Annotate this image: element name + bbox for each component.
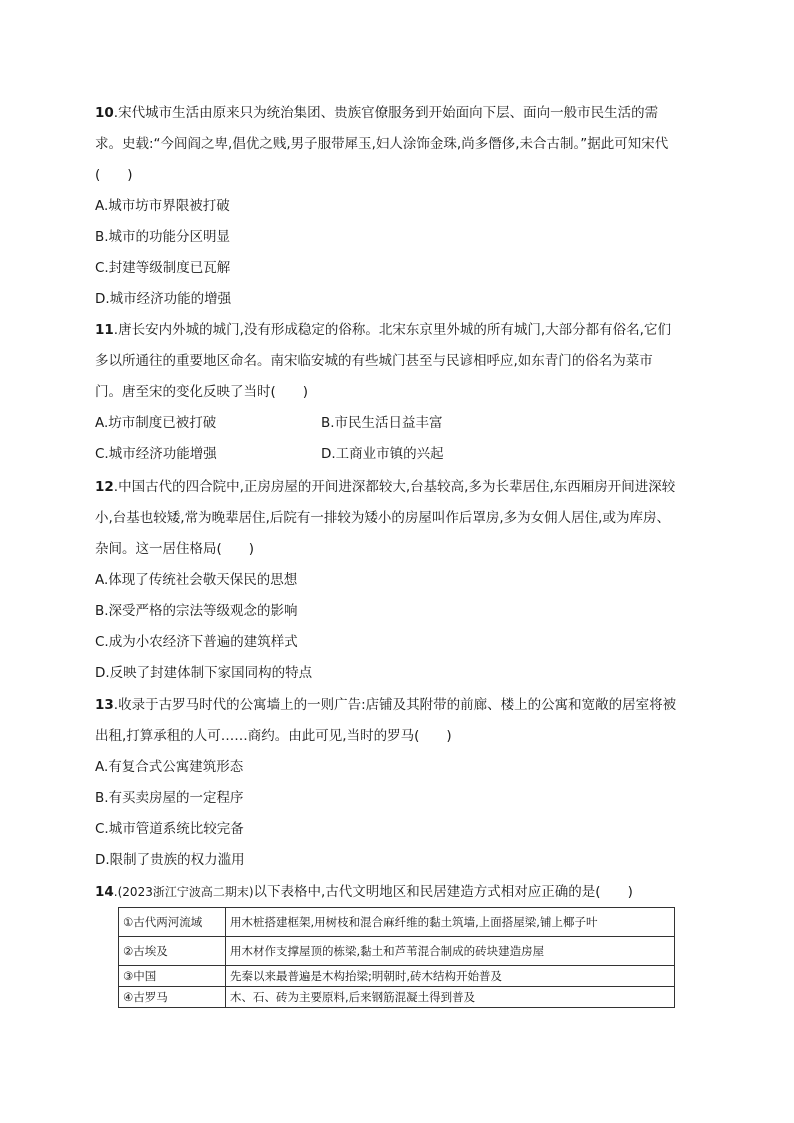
question-14-line-1: 14.(2023浙江宁波高二期末)以下表格中,古代文明地区和民居建造方式相对应正确的是( ) (95, 884, 633, 900)
option-d: D.反映了封建体制下家国同构的特点 (95, 665, 313, 681)
question-14 (95, 877, 695, 908)
table-row (119, 987, 675, 1008)
table-row (119, 937, 675, 966)
option-b: B.有买卖房屋的一定程序 (95, 790, 244, 806)
housing-table (118, 907, 675, 1008)
question-10 (95, 98, 695, 315)
region-cell: ①古代两河流域 (119, 908, 226, 937)
option-b: B.城市的功能分区明显 (95, 229, 231, 245)
option-c: C.封建等级制度已瓦解 (95, 260, 231, 276)
option-b: B.深受严格的宗法等级观念的影响 (95, 603, 298, 619)
question-13-line-2: 出租,打算承租的人可……商约。由此可见,当时的罗马( ) (95, 728, 452, 744)
method-cell: 先秦以来最普遍是木构抬梁;明朝时,砖木结构开始普及 (226, 966, 675, 987)
option-d: D.工商业市镇的兴起 (321, 446, 444, 462)
question-number: 13 (95, 697, 114, 713)
question-number: 11 (95, 322, 114, 338)
question-number: 14 (95, 884, 114, 900)
option-d: D.限制了贵族的权力滥用 (95, 852, 245, 868)
option-d: D.城市经济功能的增强 (95, 291, 232, 307)
question-11-line-3: 门。唐至宋的变化反映了当时( ) (95, 384, 309, 400)
option-c: C.城市经济功能增强 (95, 446, 217, 462)
question-source: .(2023浙江宁波高二期末) (113, 885, 254, 899)
option-a: A.城市坊市界限被打破 (95, 198, 230, 214)
method-cell: 木、石、砖为主要原料,后来钢筋混凝土得到普及 (226, 987, 675, 1008)
question-11-line-1: 11.唐长安内外城的城门,没有形成稳定的俗称。北宋东京里外城的所有城门,大部分都有俗名,它们 (95, 322, 671, 338)
question-number: 12 (95, 479, 114, 495)
table-row (119, 908, 675, 937)
question-12 (95, 472, 695, 689)
question-12-line-1: 12.中国古代的四合院中,正房房屋的开间进深都较大,台基较高,多为长辈居住,东西厢房开间进深较 (95, 479, 676, 495)
region-cell: ②古埃及 (119, 937, 226, 966)
region-cell: ④古罗马 (119, 987, 226, 1008)
options-row-1 (95, 408, 695, 439)
question-10-line-1: 10.宋代城市生活由原来只为统治集团、贵族官僚服务到开始面向下层、面向一般市民生活的需 (95, 105, 659, 121)
method-cell: 用木桩搭建框架,用树枝和混合麻纤维的黏土筑墙,上面搭屋梁,铺上椰子叶 (226, 908, 675, 937)
question-number: 10 (95, 105, 114, 121)
question-13-line-1: 13.收录于古罗马时代的公寓墙上的一则广告:店铺及其附带的前廊、楼上的公寓和宽敞的居室将被 (95, 697, 677, 713)
question-11-line-2: 多以所通往的重要地区命名。南宋临安城的有些城门甚至与民谚相呼应,如东青门的俗名为菜市 (95, 353, 653, 369)
question-12-line-3: 杂间。这一居住格局( ) (95, 541, 255, 557)
options-row-2 (95, 439, 695, 470)
question-10-line-3: ( ) (95, 167, 133, 183)
option-a: A.坊市制度已被打破 (95, 415, 217, 431)
region-cell: ③中国 (119, 966, 226, 987)
table-row (119, 966, 675, 987)
question-12-line-2: 小,台基也较矮,常为晚辈居住,后院有一排较为矮小的房屋叫作后罩房,多为女佣人居住,或为库房、 (95, 510, 670, 526)
method-cell: 用木材作支撑屋顶的栋梁,黏土和芦苇混合制成的砖块建造房屋 (226, 937, 675, 966)
option-a: A.有复合式公寓建筑形态 (95, 759, 244, 775)
option-a: A.体现了传统社会敬天保民的思想 (95, 572, 298, 588)
question-11 (95, 315, 695, 470)
option-c: C.成为小农经济下普遍的建筑样式 (95, 634, 298, 650)
question-13 (95, 690, 695, 876)
option-c: C.城市管道系统比较完备 (95, 821, 244, 837)
option-b: B.市民生活日益丰富 (321, 415, 443, 431)
question-10-line-2: 求。史载:“今闾阎之卑,倡优之贱,男子服带犀玉,妇人涂饰金珠,尚多僭侈,未合古制。”据此可知宋代 (95, 136, 669, 152)
